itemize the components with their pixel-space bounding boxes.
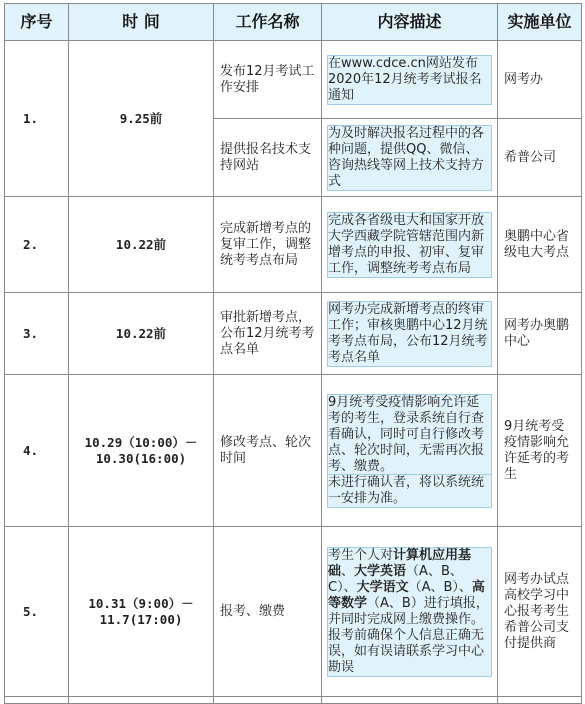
header-unit: 实施单位 xyxy=(498,4,582,41)
row-desc xyxy=(322,293,498,375)
table-row xyxy=(5,197,582,293)
table-header-row xyxy=(5,4,582,41)
desc-text: 完成各省级电大和国家开放大学西藏学院管辖范围内新增考点的申报、初审、复审工作，调整统考考点布局 xyxy=(328,213,491,277)
row-desc xyxy=(322,375,498,527)
row-unit: 网考办 xyxy=(498,41,582,119)
row-unit: 9月统考受疫情影响允许延考的考生 xyxy=(498,375,582,527)
row-task: 修改考点、轮次时间 xyxy=(214,375,322,527)
header-seq: 序号 xyxy=(5,4,69,41)
schedule-table xyxy=(4,3,582,704)
subject-computer: 计算机应用基础 xyxy=(328,547,472,579)
row-number: 4. xyxy=(5,375,69,527)
row-time: 10.22前 xyxy=(69,293,214,375)
row-desc xyxy=(322,197,498,293)
row-number: 5. xyxy=(5,527,69,697)
row-number: 3. xyxy=(5,293,69,375)
row-time: 10.29（10:00）－10.30(16:00) xyxy=(69,375,214,527)
cutoff-cell xyxy=(5,697,69,704)
row-task: 审批新增考点，公布12月统考考点名单 xyxy=(214,293,322,375)
subject-english: 大学英语 xyxy=(354,563,407,579)
row-unit: 希普公司 xyxy=(498,119,582,197)
desc-part: （A、B、C）、 xyxy=(328,563,463,595)
header-time: 时 间 xyxy=(69,4,214,41)
cutoff-cell xyxy=(214,697,322,704)
table-row xyxy=(5,527,582,697)
row-desc xyxy=(322,41,498,119)
row-unit: 奥鹏中心省级电大考点 xyxy=(498,197,582,293)
row-desc xyxy=(322,527,498,697)
row-time: 10.31（9:00）－11.7(17:00) xyxy=(69,527,214,697)
header-task: 工作名称 xyxy=(214,4,322,41)
desc-part: （A、B）进行填报，并同时完成网上缴费操作。报考前确保个人信息正确无误，如有误请联系学习中心勘误 xyxy=(328,595,489,675)
row-task: 报考、缴费 xyxy=(214,527,322,697)
cutoff-cell xyxy=(322,697,498,704)
row-time: 10.22前 xyxy=(69,197,214,293)
desc-text: 9月统考受疫情影响允许延考的考生，登录系统自行查看确认，同时可自行修改考点、轮次时间，无需再次报考、缴费。 xyxy=(328,395,491,475)
desc-text: 在www.cdce.cn网站发布2020年12月统考考试报名通知 xyxy=(328,56,491,104)
table-row xyxy=(5,375,582,527)
table-row xyxy=(5,293,582,375)
subject-chinese: 大学语文 xyxy=(356,579,409,595)
cutoff-cell xyxy=(498,697,582,704)
desc-note: 未进行确认者，将以系统统一安排为准。 xyxy=(328,475,491,507)
row-task: 发布12月考试工作安排 xyxy=(214,41,322,119)
row-time: 9.25前 xyxy=(69,41,214,197)
row-task: 提供报名技术支持网站 xyxy=(214,119,322,197)
header-desc: 内容描述 xyxy=(322,4,498,41)
row-number: 1. xyxy=(5,41,69,197)
row-number: 2. xyxy=(5,197,69,293)
desc-part: 考生个人对 xyxy=(328,547,394,563)
table-row xyxy=(5,41,582,119)
desc-part: （A、B）、 xyxy=(408,579,472,595)
row-unit: 网考办奥鹏中心 xyxy=(498,293,582,375)
row-desc xyxy=(322,119,498,197)
desc-text: 网考办完成新增考点的终审工作；审核奥鹏中心12月统考考点布局，公布12月统考考点名单 xyxy=(328,302,491,366)
desc-part: 、 xyxy=(341,563,355,579)
desc-text: 为及时解决报名过程中的各种问题，提供QQ、微信、咨询热线等网上技术支持方式 xyxy=(328,126,491,190)
table-row-cutoff xyxy=(5,697,582,704)
row-unit: 网考办试点高校学习中心报考考生希普公司支付提供商 xyxy=(498,527,582,697)
subject-math: 高等数学 xyxy=(328,579,485,611)
desc-text xyxy=(328,548,491,676)
cutoff-cell xyxy=(69,697,214,704)
row-task: 完成新增考点的复审工作，调整统考考点布局 xyxy=(214,197,322,293)
